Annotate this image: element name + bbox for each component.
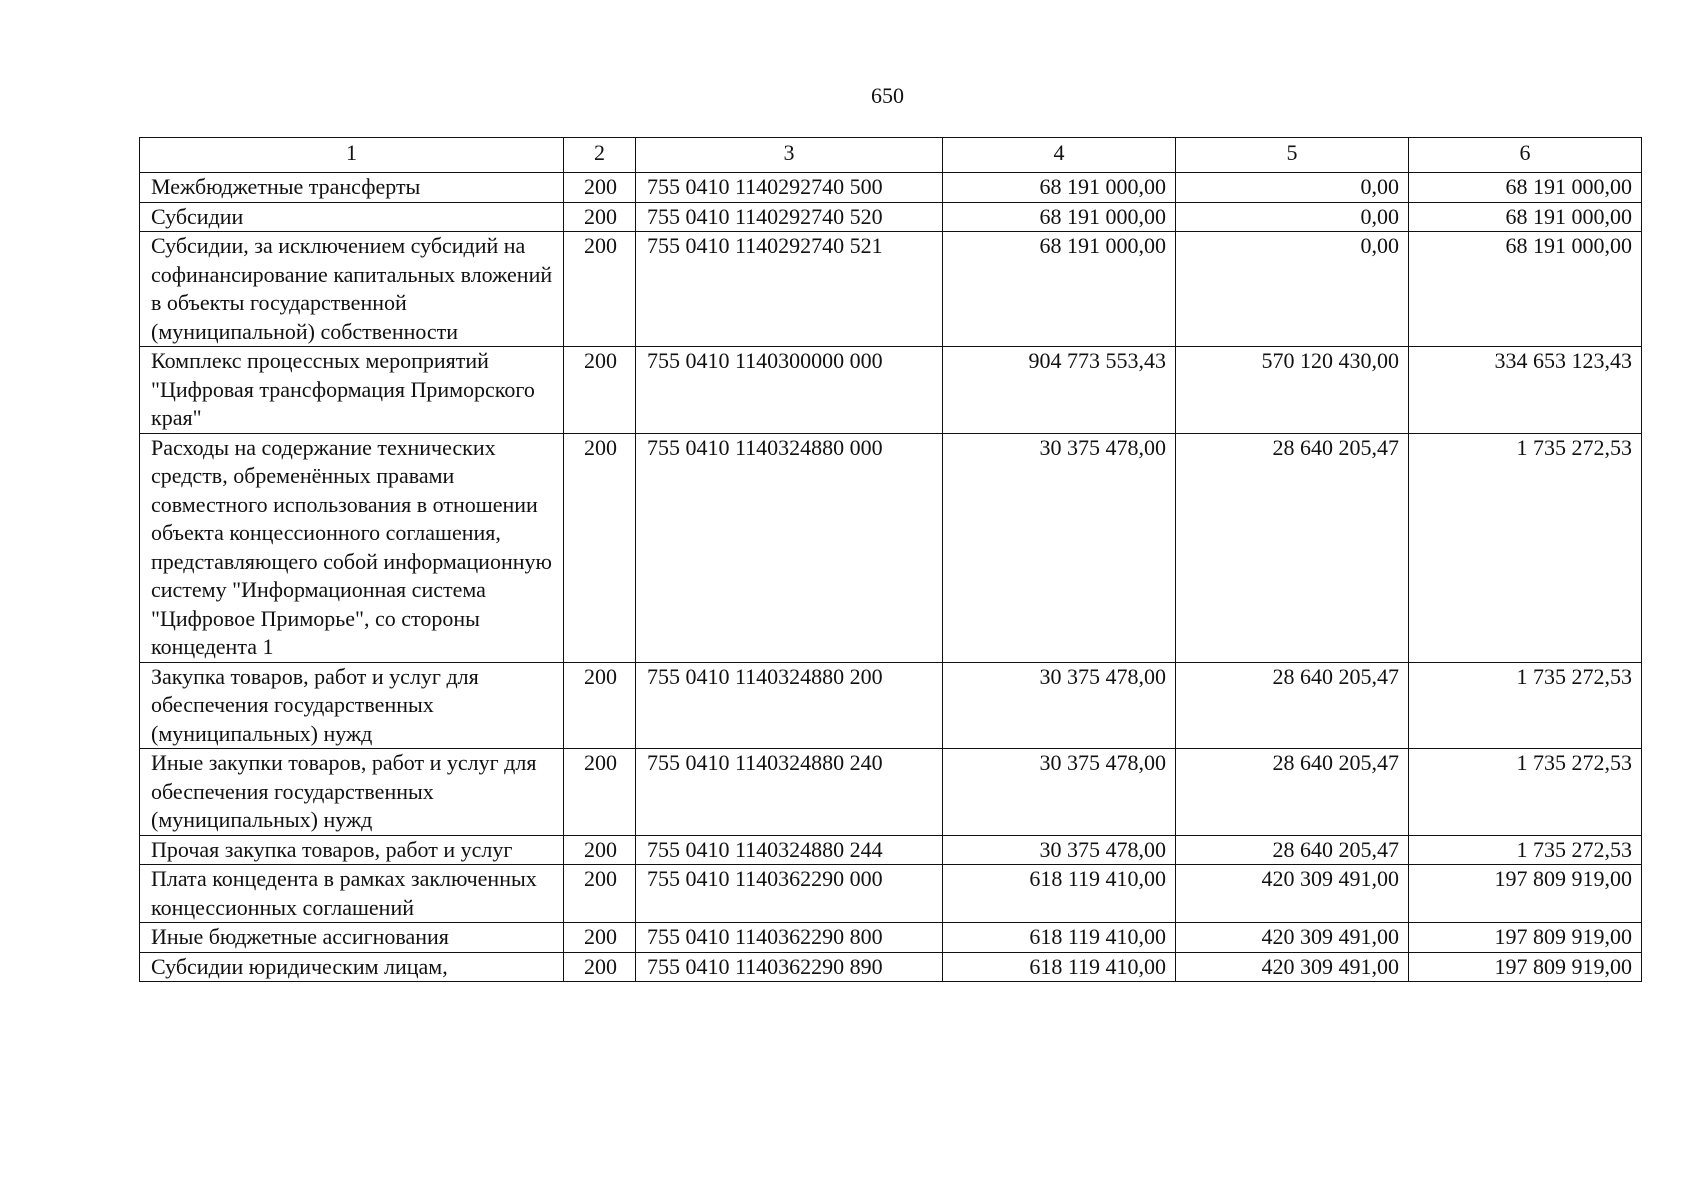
row-number-cell: 200	[564, 865, 636, 923]
row-number-cell: 200	[564, 173, 636, 203]
row-name-cell: Иные закупки товаров, работ и услуг для обеспечения государственных (муниципальных) нужд	[140, 749, 564, 836]
budget-table	[139, 137, 1642, 982]
row-code-cell: 755 0410 1140292740 520	[636, 202, 943, 232]
row-amount-cell: 0,00	[1176, 202, 1409, 232]
row-name-cell: Иные бюджетные ассигнования	[140, 923, 564, 953]
row-number-cell: 200	[564, 749, 636, 836]
row-amount-cell: 420 309 491,00	[1176, 865, 1409, 923]
row-amount-cell: 197 809 919,00	[1409, 923, 1642, 953]
row-amount-cell: 904 773 553,43	[943, 347, 1176, 434]
row-amount-cell: 1 735 272,53	[1409, 433, 1642, 662]
row-code-cell: 755 0410 1140324880 244	[636, 835, 943, 865]
column-header: 5	[1176, 138, 1409, 173]
row-name-cell: Субсидии юридическим лицам,	[140, 952, 564, 982]
row-amount-cell: 28 640 205,47	[1176, 749, 1409, 836]
row-amount-cell: 420 309 491,00	[1176, 952, 1409, 982]
row-code-cell: 755 0410 1140324880 000	[636, 433, 943, 662]
table-row	[140, 662, 1642, 749]
row-amount-cell: 30 375 478,00	[943, 433, 1176, 662]
table-row	[140, 952, 1642, 982]
row-code-cell: 755 0410 1140324880 200	[636, 662, 943, 749]
row-amount-cell: 197 809 919,00	[1409, 952, 1642, 982]
row-amount-cell: 0,00	[1176, 173, 1409, 203]
row-amount-cell: 618 119 410,00	[943, 952, 1176, 982]
row-amount-cell: 68 191 000,00	[1409, 202, 1642, 232]
row-number-cell: 200	[564, 202, 636, 232]
table-row	[140, 433, 1642, 662]
row-amount-cell: 420 309 491,00	[1176, 923, 1409, 953]
row-number-cell: 200	[564, 433, 636, 662]
table-row	[140, 173, 1642, 203]
row-amount-cell: 1 735 272,53	[1409, 749, 1642, 836]
table-row	[140, 232, 1642, 347]
row-number-cell: 200	[564, 347, 636, 434]
row-amount-cell: 68 191 000,00	[943, 173, 1176, 203]
row-code-cell: 755 0410 1140362290 890	[636, 952, 943, 982]
row-name-cell: Субсидии, за исключением субсидий на софинансирование капитальных вложений в объекты государственной (муниципальной) собственности	[140, 232, 564, 347]
row-code-cell: 755 0410 1140300000 000	[636, 347, 943, 434]
column-header: 1	[140, 138, 564, 173]
row-code-cell: 755 0410 1140292740 521	[636, 232, 943, 347]
header-row	[140, 138, 1642, 173]
row-amount-cell: 28 640 205,47	[1176, 433, 1409, 662]
row-amount-cell: 334 653 123,43	[1409, 347, 1642, 434]
row-number-cell: 200	[564, 232, 636, 347]
row-number-cell: 200	[564, 923, 636, 953]
row-name-cell: Прочая закупка товаров, работ и услуг	[140, 835, 564, 865]
row-amount-cell: 28 640 205,47	[1176, 662, 1409, 749]
row-amount-cell: 570 120 430,00	[1176, 347, 1409, 434]
row-number-cell: 200	[564, 835, 636, 865]
row-name-cell: Межбюджетные трансферты	[140, 173, 564, 203]
row-name-cell: Субсидии	[140, 202, 564, 232]
table-row	[140, 202, 1642, 232]
row-amount-cell: 30 375 478,00	[943, 662, 1176, 749]
page-number: 650	[871, 83, 904, 108]
column-header: 6	[1409, 138, 1642, 173]
row-name-cell: Закупка товаров, работ и услуг для обеспечения государственных (муниципальных) нужд	[140, 662, 564, 749]
column-header: 4	[943, 138, 1176, 173]
row-amount-cell: 1 735 272,53	[1409, 835, 1642, 865]
row-amount-cell: 618 119 410,00	[943, 923, 1176, 953]
row-number-cell: 200	[564, 662, 636, 749]
column-header: 3	[636, 138, 943, 173]
row-amount-cell: 68 191 000,00	[943, 202, 1176, 232]
row-amount-cell: 618 119 410,00	[943, 865, 1176, 923]
column-header: 2	[564, 138, 636, 173]
row-name-cell: Расходы на содержание технических средств, обременённых правами совместного использования в отношении объекта концессионного соглашения, представляющего собой информационную систему "Информационная система "Цифровое Приморье", со стороны концедента 1	[140, 433, 564, 662]
row-amount-cell: 28 640 205,47	[1176, 835, 1409, 865]
row-code-cell: 755 0410 1140362290 000	[636, 865, 943, 923]
row-code-cell: 755 0410 1140362290 800	[636, 923, 943, 953]
row-amount-cell: 30 375 478,00	[943, 749, 1176, 836]
row-amount-cell: 68 191 000,00	[943, 232, 1176, 347]
row-name-cell: Плата концедента в рамках заключенных концессионных соглашений	[140, 865, 564, 923]
row-code-cell: 755 0410 1140324880 240	[636, 749, 943, 836]
row-amount-cell: 68 191 000,00	[1409, 232, 1642, 347]
table-row	[140, 835, 1642, 865]
table-row	[140, 749, 1642, 836]
row-amount-cell: 197 809 919,00	[1409, 865, 1642, 923]
row-code-cell: 755 0410 1140292740 500	[636, 173, 943, 203]
row-number-cell: 200	[564, 952, 636, 982]
row-name-cell: Комплекс процессных мероприятий "Цифровая трансформация Приморского края"	[140, 347, 564, 434]
row-amount-cell: 1 735 272,53	[1409, 662, 1642, 749]
row-amount-cell: 30 375 478,00	[943, 835, 1176, 865]
row-amount-cell: 0,00	[1176, 232, 1409, 347]
table-row	[140, 347, 1642, 434]
row-amount-cell: 68 191 000,00	[1409, 173, 1642, 203]
table-row	[140, 865, 1642, 923]
table-row	[140, 923, 1642, 953]
